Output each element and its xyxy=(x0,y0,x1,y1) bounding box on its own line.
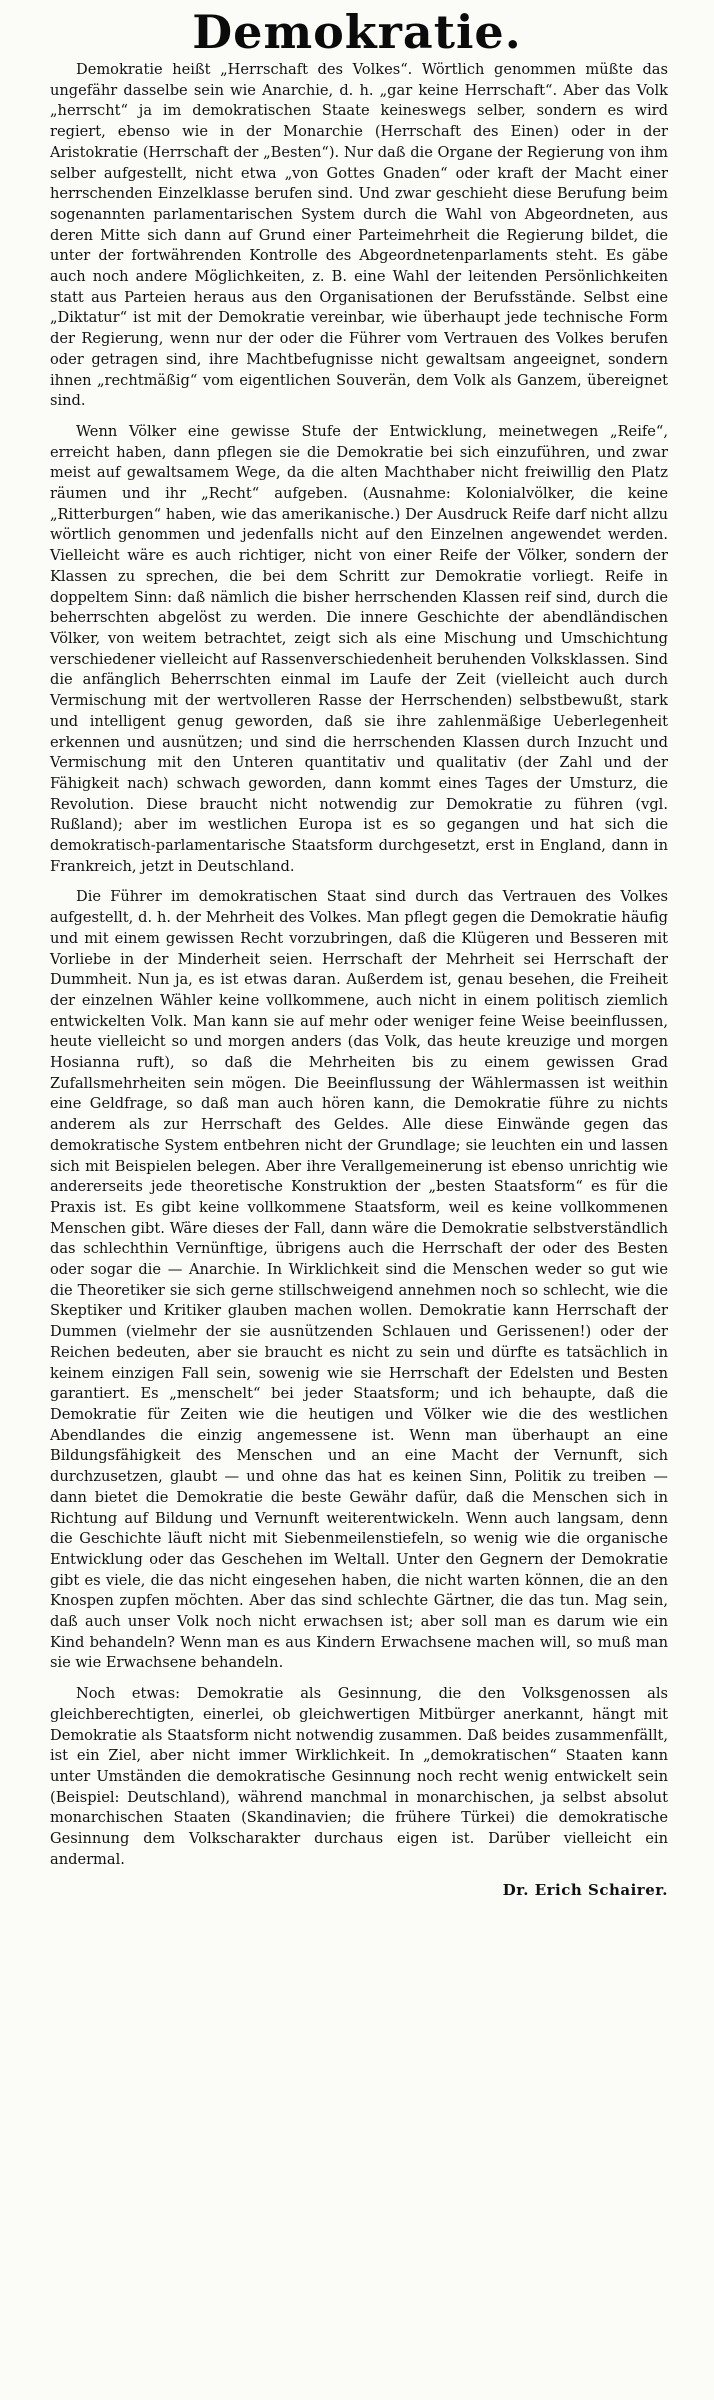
paragraph-1: Demokratie heißt „Herrschaft des Volkes“. Wörtlich genommen müßte das ungefähr dasselbe sein wie Anarchie, d. h. „gar keine Herrschaft“. Aber das Volk „herrscht“ ja im demokratischen Staate keineswegs selber, sondern es wird regiert, ebenso wie in der Monarchie (Herrschaft des Einen) oder in der Aristokratie (Herrschaft der „Besten“). Nur daß die Organe der Regierung von ihm selber aufgestellt, nicht etwa „von Gottes Gnaden“ oder kraft der Macht einer herrschenden Einzelklasse berufen sind. Und zwar geschieht diese Berufung beim sogenannten parlamentarischen System durch die Wahl von Abgeordneten, aus deren Mitte sich dann auf Grund einer Parteimehrheit die Regierung bildet, die unter der fortwährenden Kontrolle des Abgeordnetenparlaments steht. Es gäbe auch noch andere Möglichkeiten, z. B. eine Wahl der leitenden Persönlichkeiten statt aus Parteien heraus aus den Organisationen der Berufsstände. Selbst eine „Diktatur“ ist mit der Demokratie vereinbar, wie überhaupt jede technische Form der Regierung, wenn nur der oder die Führer vom Vertrauen des Volkes berufen oder getragen sind, ihre Machtbefugnisse nicht gewaltsam angeeignet, sondern ihnen „rechtmäßig“ vom eigentlichen Souverän, dem Volk als Ganzem, übereignet sind. xyxy=(50,61,668,410)
article-title: Demokratie. xyxy=(192,5,522,59)
paragraph-2: Wenn Völker eine gewisse Stufe der Entwicklung, meinetwegen „Reife“, erreicht haben, dann pflegen sie die Demokratie bei sich einzuführen, und zwar meist auf gewaltsamem Wege, da die alten Machthaber nicht freiwillig den Platz räumen und ihr „Recht“ aufgeben. (Ausnahme: Kolonialvölker, die keine „Ritterburgen“ haben, wie das amerikanische.) Der Ausdruck Reife darf nicht allzu wörtlich genommen und jedenfalls nicht auf den Einzelnen angewendet werden. Vielleicht wäre es auch richtiger, nicht von einer Reife der Völker, sondern der Klassen zu sprechen, die bei dem Schritt zur Demokratie vorliegt. Reife in doppeltem Sinn: daß nämlich die bisher herrschenden Klassen reif sind, durch die beherrschten abgelöst zu werden. Die innere Geschichte der abendländischen Völker, von weitem betrachtet, zeigt sich als eine Mischung und Umschichtung verschiedener vielleicht auf Rassenverschiedenheit beruhenden Volksklassen. Sind die anfänglich Beherrschten einmal im Laufe der Zeit (vielleicht auch durch Vermischung mit der wertvolleren Rasse der Herrschenden) selbstbewußt, stark und intelligent genug geworden, daß sie ihre zahlenmäßige Ueberlegenheit erkennen und ausnützen; und sind die herrschenden Klassen durch Inzucht und Vermischung mit den Unteren quantitativ und qualitativ (der Zahl und der Fähigkeit nach) schwach geworden, dann kommt eines Tages der Umsturz, die Revolution. Diese braucht nicht notwendig zur Demokratie zu führen (vgl. Rußland); aber im westlichen Europa ist es so gegangen und hat sich die demokratisch-parlamentarische Staatsform durchgesetzt, erst in England, dann in Frankreich, jetzt in Deutschland. xyxy=(50,422,668,875)
article-body xyxy=(50,60,668,1901)
paragraph-4: Noch etwas: Demokratie als Gesinnung, die den Volksgenossen als gleichberechtigten, einerlei, ob gleichwertigen Mitbürger anerkannt, hängt mit Demokratie als Staatsform nicht notwendig zusammen. Daß beides zusammenfällt, ist ein Ziel, aber nicht immer Wirklichkeit. In „demokratischen“ Staaten kann unter Umständen die demokratische Gesinnung noch recht wenig entwickelt sein (Beispiel: Deutschland), während manchmal in monarchischen, ja selbst absolut monarchischen Staaten (Skandinavien; die frühere Türkei) die demokratische Gesinnung dem Volkscharakter durchaus eigen ist. Darüber vielleicht ein andermal. xyxy=(50,1685,668,1868)
author-signature: Dr. Erich Schairer. xyxy=(502,1881,668,1900)
paragraph-3: Die Führer im demokratischen Staat sind durch das Vertrauen des Volkes aufgestellt, d. h. der Mehrheit des Volkes. Man pflegt gegen die Demokratie häufig und mit einem gewissen Recht vorzubringen, daß die Klügeren und Besseren mit Vorliebe in der Minderheit seien. Herrschaft der Mehrheit sei Herrschaft der Dummheit. Nun ja, es ist etwas daran. Außerdem ist, genau besehen, die Freiheit der einzelnen Wähler keine vollkommene, auch nicht in einem politisch ziemlich entwickelten Volk. Man kann sie auf mehr oder weniger feine Weise beeinflussen, heute vielleicht so und morgen anders (das Volk, das heute kreuzige und morgen Hosianna ruft), so daß die Mehrheiten bis zu einem gewissen Grad Zufallsmehrheiten sein mögen. Die Beeinflussung der Wählermassen ist weithin eine Geldfrage, so daß man auch hören kann, die Demokratie führe zu nichts anderem als zur Herrschaft des Geldes. Alle diese Einwände gegen das demokratische System entbehren nicht der Grundlage; sie leuchten ein und lassen sich mit Beispielen belegen. Aber ihre Verallgemeinerung ist ebenso unrichtig wie andererseits jede theoretische Konstruktion der „besten Staatsform“ es für die Praxis ist. Es gibt keine vollkommene Staatsform, weil es keine vollkommenen Menschen gibt. Wäre dieses der Fall, dann wäre die Demokratie selbstverständlich das schlechthin Vernünftige, übrigens auch die Herrschaft der oder des Besten oder sogar die — Anarchie. In Wirklichkeit sind die Menschen weder so gut wie die Theoretiker sie sich gerne stillschweigend annehmen noch so schlecht, wie die Skeptiker und Kritiker glauben machen wollen. Demokratie kann Herrschaft der Dummen (vielmehr der sie ausnützenden Schlauen und Gerissenen!) oder der Reichen bedeuten, aber sie braucht es nicht zu sein und dürfte es tatsächlich in keinem einzigen Fall sein, sowenig wie sie Herrschaft der Edelsten und Besten garantiert. Es „menschelt“ bei jeder Staatsform; und ich behaupte, daß die Demokratie für Zeiten wie die heutigen und Völker wie die des westlichen Abendlandes die einzig angemessene ist. Wenn man überhaupt an eine Bildungsfähigkeit des Menschen und an eine Macht der Vernunft, sich durchzusetzen, glaubt — und ohne das hat es keinen Sinn, Politik zu treiben — dann bietet die Demokratie die beste Gewähr dafür, daß die Menschen sich in Richtung auf Bildung und Vernunft weiterentwickeln. Wenn auch langsam, denn die Geschichte läuft nicht mit Siebenmeilenstiefeln, so wenig wie die organische Entwicklung oder das Geschehen im Weltall. Unter den Gegnern der Demokratie gibt es viele, die das nicht eingesehen haben, die nicht warten können, die an den Knospen zupfen möchten. Aber das sind schlechte Gärtner, die das tun. Mag sein, daß auch unser Volk noch nicht erwachsen ist; aber soll man es darum wie ein Kind behandeln? Wenn man es aus Kindern Erwachsene machen will, so muß man sie wie Erwachsene behandeln. xyxy=(50,888,668,1672)
